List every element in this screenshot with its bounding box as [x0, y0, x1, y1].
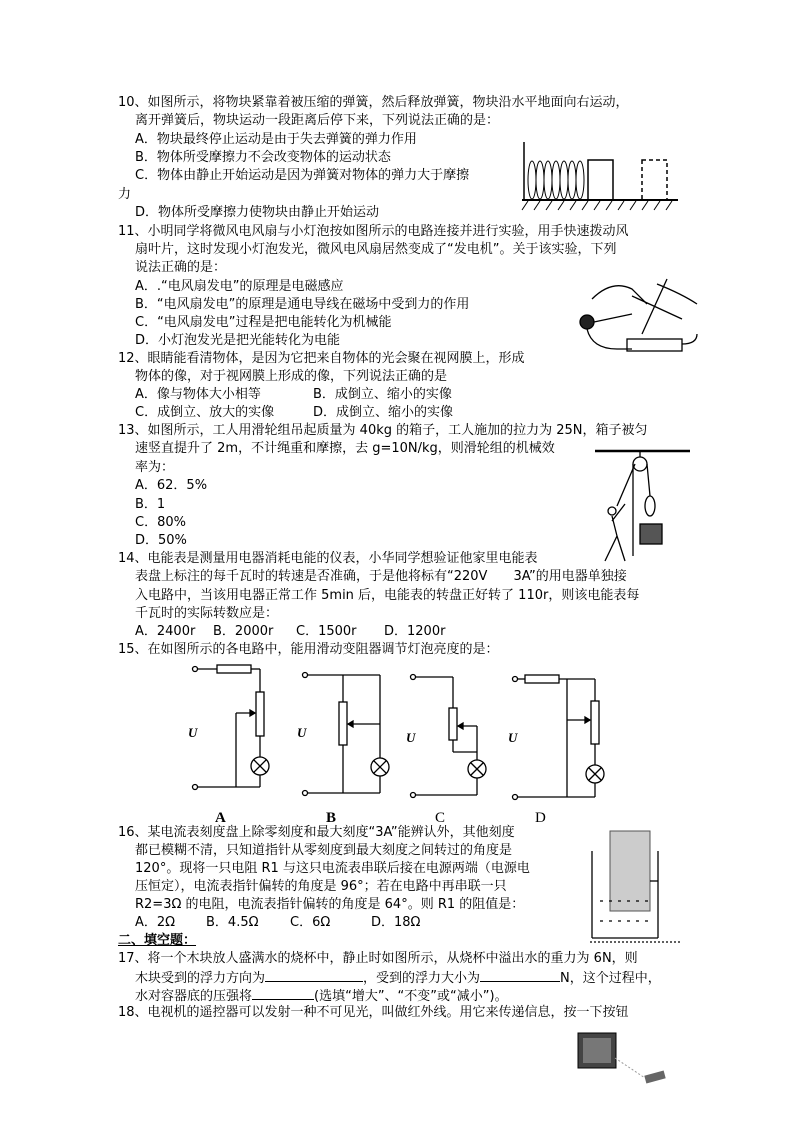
- q12-stem-line-1: 12、眼睛能看清物体，是因为它把来自物体的光会聚在视网膜上，形成: [118, 351, 525, 366]
- q16-option-b: B．4.5Ω: [206, 915, 259, 930]
- q17-line-2-text-b: ，受到的浮力大小为: [363, 971, 481, 986]
- q13-stem-line-2: 速竖直提升了 2m，不计绳重和摩擦，去 g=10N/kg，则滑轮组的机械效: [135, 441, 555, 456]
- q14-stem-line-2: 表盘上标注的每千瓦时的转速是否准确，于是他将标有“220V 3A”的用电器单独接: [135, 569, 627, 584]
- section-2-heading: 二、填空题：: [118, 933, 197, 948]
- q17-line-2-text-c: N，这个过程中，: [560, 971, 661, 986]
- q10-option-a: A．物块最终停止运动是由于失去弹簧的弹力作用: [135, 132, 417, 147]
- circuit-b-voltage-label: U: [297, 725, 307, 740]
- q11-option-c: C．“电风扇发电”过程是把电能转化为机械能: [135, 315, 392, 330]
- circuit-a-voltage-label: U: [188, 725, 198, 740]
- circuit-diagrams: [180, 660, 640, 825]
- q10-stem-line-1: 10、如图所示，将物块紧靠着被压缩的弹簧，然后释放弹簧，物块沿水平地面向右运动，: [118, 95, 629, 110]
- remote-control-figure: [575, 1028, 670, 1088]
- q17-line-1: 17、将一个木块放人盛满水的烧杯中，静止时如图所示，从烧杯中溢出水的重力为 6N，则: [118, 951, 638, 966]
- q11-stem-line-3: 说法正确的是：: [135, 260, 227, 275]
- q16-option-d: D．18Ω: [371, 915, 421, 930]
- q10-option-c-wrap: 力: [118, 187, 132, 202]
- q10-option-c: C．物体由静止开始运动是因为弹簧对物体的弹力大于摩擦: [135, 168, 470, 183]
- q17-line-3-text-a: 水对容器底的压强将: [135, 989, 253, 1004]
- q14-stem-line-1: 14、电能表是测量用电器消耗电能的仪表，小华同学想验证他家里电能表: [118, 551, 538, 566]
- q15-stem: 15、在如图所示的各电路中，能用滑动变阻器调节灯泡亮度的是：: [118, 642, 499, 657]
- circuit-b-label: B: [326, 810, 337, 825]
- q14-stem-line-3: 入电路中，当该用电器正常工作 5min 后，电能表的转盘正好转了 110r，则该电能表每: [135, 588, 640, 603]
- q10-stem-line-2: 离开弹簧后，物块运动一段距离后停下来，下列说法正确的是：: [135, 113, 500, 128]
- q17-line-2-text-a: 木块受到的浮力方向为: [135, 971, 266, 986]
- q10-option-b: B．物体所受摩擦力不会改变物体的运动状态: [135, 150, 391, 165]
- q11-stem-line-1: 11、小明同学将微风电风扇与小灯泡按如图所示的电路连接并进行实验，用手快速拨动风: [118, 224, 629, 239]
- q12-option-d: D．成倒立、缩小的实像: [313, 405, 454, 420]
- q14-option-b: B．2000r: [213, 624, 274, 639]
- q17-blank-pressure[interactable]: [252, 986, 314, 1000]
- q11-stem-line-2: 扇叶片，这时发现小灯泡发光，微风电风扇居然变成了“发电机”。关于该实验，下列: [135, 242, 617, 257]
- q12-option-c: C．成倒立、放大的实像: [135, 405, 275, 420]
- q10-option-d: D．物体所受摩擦力使物块由静止开始运动: [135, 205, 380, 220]
- q13-option-c: C．80%: [135, 515, 186, 530]
- q16-stem-line-4: 压恒定），电流表指针偏转的角度是 96°；若在电路中再串联一只: [135, 879, 507, 894]
- fan-bulb-figure: [572, 274, 702, 359]
- q11-option-d: D．小灯泡发光是把光能转化为电能: [135, 333, 341, 348]
- q17-line-2: [135, 968, 661, 986]
- q17-blank-buoyancy[interactable]: [480, 968, 560, 982]
- pulley-worker-figure: [595, 446, 695, 566]
- circuit-a-label: A: [215, 810, 226, 825]
- spring-block-figure: [518, 140, 683, 212]
- q11-option-a: A．.“电风扇发电”的原理是电磁感应: [135, 279, 344, 294]
- q13-option-a: A．62．5%: [135, 478, 208, 493]
- q13-stem-line-3: 率为：: [135, 460, 175, 475]
- q16-stem-line-1: 16、某电流表刻度盘上除零刻度和最大刻度“3A”能辨认外，其他刻度: [118, 825, 515, 840]
- q11-option-b: B．“电风扇发电”的原理是通电导线在磁场中受到力的作用: [135, 297, 470, 312]
- q14-option-c: C．1500r: [296, 624, 357, 639]
- circuit-d-label: D: [535, 810, 546, 825]
- q18-line-1: 18、电视机的遥控器可以发射一种不可见光，叫做红外线。用它来传递信息，按一下按钮: [118, 1005, 629, 1020]
- q14-option-d: D．1200r: [384, 624, 446, 639]
- q17-line-3: [135, 986, 508, 1004]
- circuit-d-voltage-label: U: [508, 730, 518, 745]
- q12-option-a: A．像与物体大小相等: [135, 387, 261, 402]
- q17-line-3-text-b: (选填“增大”、“不变”或“减小”)。: [314, 989, 508, 1004]
- q12-stem-line-2: 物体的像，对于视网膜上形成的像，下列说法正确的是: [135, 369, 448, 384]
- circuit-c-label: C: [435, 810, 446, 825]
- q16-option-a: A．2Ω: [135, 915, 176, 930]
- q13-stem-line-1: 13、如图所示，工人用滑轮组吊起质量为 40kg 的箱子，工人施加的拉力为 25N，箱子被匀: [118, 423, 648, 438]
- q16-stem-line-5: R2=3Ω 的电阻，电流表指针偏转的角度是 64°。则 R1 的阻值是：: [135, 897, 525, 912]
- q13-option-d: D．50%: [135, 533, 187, 548]
- circuit-c-voltage-label: U: [406, 730, 416, 745]
- q12-option-b: B．成倒立、缩小的实像: [313, 387, 452, 402]
- q16-stem-line-2: 都已模糊不清，只知道指针从零刻度到最大刻度之间转过的角度是: [135, 843, 513, 858]
- q13-option-b: B．1: [135, 497, 166, 512]
- q16-stem-line-3: 120°。现将一只电阻 R1 与这只电流表串联后接在电源两端（电源电: [135, 861, 530, 876]
- q16-option-c: C．6Ω: [290, 915, 331, 930]
- q14-stem-line-4: 千瓦时的实际转数应是：: [135, 606, 279, 621]
- beaker-wood-block-figure: [590, 826, 680, 950]
- q14-option-a: A．2400r: [135, 624, 196, 639]
- q17-blank-direction[interactable]: [265, 968, 363, 982]
